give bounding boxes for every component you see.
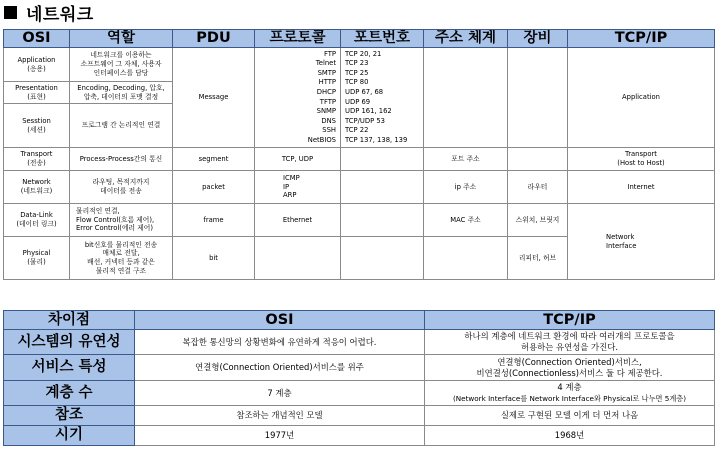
role-presentation: Encoding, Decoding, 압호, 압축, 데이터의 포맷 결정	[70, 82, 173, 104]
row-datalink	[4, 204, 715, 237]
comparison-row-service	[4, 355, 715, 381]
address-datalink: MAC 주소	[424, 204, 508, 237]
device-datalink: 스위치, 브릿지	[508, 204, 568, 237]
header-compare-osi: OSI	[135, 311, 425, 330]
header-difference: 차이점	[4, 311, 135, 330]
pdu-bit: bit	[173, 237, 255, 280]
osi-presentation: Presentation (표현)	[4, 82, 70, 104]
address-transport: 포트 주소	[424, 148, 508, 171]
role-network: 라우팅, 목적지까지 데이터를 전송	[70, 171, 173, 204]
tcpip-flexibility: 하나의 계층에 네트워크 환경에 따라 여러개의 프로토콜을 허용하는 유연성을 가진다.	[425, 330, 715, 355]
role-physical: bit신호를 물리적인 전송 매체로 전달, 배선, 커넥터 등과 같은 물리적 연결 구조	[70, 237, 173, 280]
role-session: 프로그램 간 논리적인 연결	[70, 104, 173, 148]
device-physical: 리피터, 허브	[508, 237, 568, 280]
tcpip-reference: 실제로 구현된 모델 이게 더 먼저 나옴	[425, 406, 715, 426]
label-service: 서비스 특성	[4, 355, 135, 381]
square-bullet-icon	[4, 6, 17, 19]
osi-datalink: Data-Link (데이터 링크)	[4, 204, 70, 237]
header-protocol: 프로토콜	[255, 30, 341, 48]
comparison-header-row	[4, 311, 715, 330]
row-network	[4, 171, 715, 204]
osi-period: 1977년	[135, 426, 425, 446]
page-title	[4, 0, 94, 24]
device-transport	[508, 148, 568, 171]
osi-table-header-row	[4, 30, 715, 48]
header-device: 장비	[508, 30, 568, 48]
pdu-message: Message	[173, 48, 255, 148]
role-application: 네트워크를 이용하는 소프트웨어 그 자체, 사용자 인터페이스를 담당	[70, 48, 173, 82]
header-compare-tcpip: TCP/IP	[425, 311, 715, 330]
label-layers: 계층 수	[4, 381, 135, 406]
tcpip-application: Application	[568, 48, 715, 148]
header-address: 주소 체계	[424, 30, 508, 48]
header-port: 포트번호	[341, 30, 424, 48]
port-physical	[341, 237, 424, 280]
protocol-network: ICMP IP ARP	[255, 171, 341, 204]
port-datalink	[341, 204, 424, 237]
protocol-datalink: Ethernet	[255, 204, 341, 237]
tcpip-layers: 4 계층 (Network Interface를 Network Interface와 Physical로 나누면 5계층)	[425, 381, 715, 406]
header-tcpip: TCP/IP	[568, 30, 715, 48]
label-flexibility: 시스템의 유연성	[4, 330, 135, 355]
role-transport: Process-Process간의 통신	[70, 148, 173, 171]
address-physical	[424, 237, 508, 280]
comparison-row-flexibility	[4, 330, 715, 355]
pdu-packet: packet	[173, 171, 255, 204]
osi-session: Sesstion (세션)	[4, 104, 70, 148]
osi-tcpip-comparison-table	[3, 310, 715, 446]
protocol-physical	[255, 237, 341, 280]
port-transport	[341, 148, 424, 171]
osi-reference: 참조하는 개념적인 모델	[135, 406, 425, 426]
pdu-frame: frame	[173, 204, 255, 237]
row-application	[4, 48, 715, 82]
label-period: 시기	[4, 426, 135, 446]
tcpip-transport: Transport (Host to Host)	[568, 148, 715, 171]
tcpip-period: 1968년	[425, 426, 715, 446]
comparison-row-reference	[4, 406, 715, 426]
tcpip-internet: Internet	[568, 171, 715, 204]
header-role: 역할	[70, 30, 173, 48]
row-transport	[4, 148, 715, 171]
address-network: ip 주소	[424, 171, 508, 204]
comparison-row-period	[4, 426, 715, 446]
comparison-row-layers	[4, 381, 715, 406]
device-upper	[508, 48, 568, 148]
port-list: TCP 20, 21 TCP 23 TCP 25 TCP 80 UDP 67, 68 UDP 69 UDP 161, 162 TCP/UDP 53 TCP 22 TCP 137, 138, 139	[341, 48, 424, 148]
osi-layers: 7 계층	[135, 381, 425, 406]
header-pdu: PDU	[173, 30, 255, 48]
osi-network: Network (네트워크)	[4, 171, 70, 204]
address-upper	[424, 48, 508, 148]
protocol-list: FTP Telnet SMTP HTTP DHCP TFTP SNMP DNS SSH NetBIOS	[255, 48, 341, 148]
role-datalink: 물리적인 연결, Flow Control(흐름 제어), Error Control(에러 제어)	[70, 204, 173, 237]
device-network: 라우터	[508, 171, 568, 204]
protocol-transport: TCP, UDP	[255, 148, 341, 171]
header-osi: OSI	[4, 30, 70, 48]
osi-layer-table	[3, 29, 715, 280]
osi-transport: Transport (전송)	[4, 148, 70, 171]
tcpip-service: 연결형(Connection Oriented)서비스, 비연결성(Connectionless)서비스 둘 다 제공한다.	[425, 355, 715, 381]
osi-service: 연결형(Connection Oriented)서비스를 위주	[135, 355, 425, 381]
page-title-text: 네트워크	[26, 4, 94, 25]
osi-physical: Physical (물리)	[4, 237, 70, 280]
label-reference: 참조	[4, 406, 135, 426]
osi-flexibility: 복잡한 통신망의 상황변화에 유연하게 적응이 어렵다.	[135, 330, 425, 355]
osi-application: Application (응용)	[4, 48, 70, 82]
tcpip-network-interface: Network Interface	[568, 204, 715, 280]
port-network	[341, 171, 424, 204]
pdu-segment: segment	[173, 148, 255, 171]
